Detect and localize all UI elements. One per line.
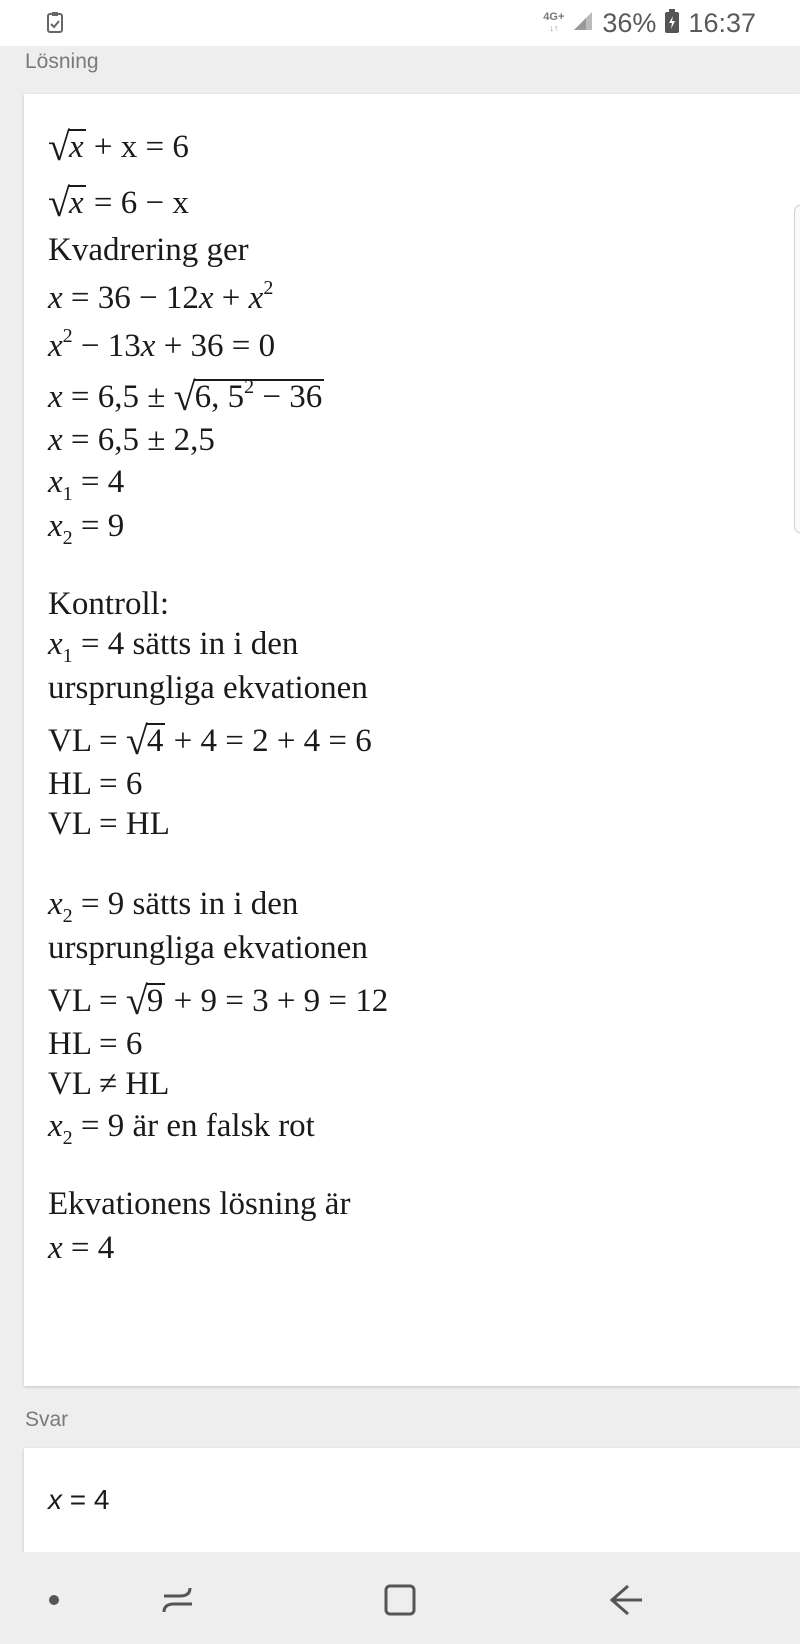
back-icon[interactable] bbox=[604, 1578, 648, 1622]
battery-percentage: 36% bbox=[602, 7, 657, 38]
equation-line: $x_2 = 9$ är en falsk rot bbox=[48, 1108, 315, 1149]
text-line: ursprungliga ekvationen bbox=[48, 670, 368, 706]
answer-value: x = 4 bbox=[48, 1484, 110, 1515]
equation-line: VL = √4 + 4 = 2 + 4 = 6 bbox=[48, 718, 372, 763]
equation-line: $x_2 = 9$ bbox=[48, 508, 125, 549]
text-line: Ekvationens lösning är bbox=[48, 1186, 351, 1222]
equation-line: $x^2 - 13x + 36 = 0$ bbox=[48, 325, 276, 364]
equation-line: $x_1 = 4$ bbox=[48, 464, 125, 505]
equation-line: $x_1 = 4$ sätts in i den bbox=[48, 626, 299, 667]
dot-indicator-icon[interactable] bbox=[32, 1578, 76, 1622]
network-type: 4G+ ↓↑ bbox=[543, 11, 565, 33]
equation-line: x = 6,5 ± √6, $5^2 - 36$ bbox=[48, 374, 323, 419]
text-line: VL = HL bbox=[48, 806, 170, 842]
signal-icon bbox=[572, 10, 594, 37]
equation-line: √x = 6 − x bbox=[48, 180, 189, 225]
text-line: VL ≠ HL bbox=[48, 1066, 170, 1102]
side-scroll-handle[interactable] bbox=[794, 204, 800, 534]
solution-label: Lösning bbox=[25, 50, 99, 73]
home-icon[interactable] bbox=[378, 1578, 422, 1622]
equation-line: VL = √9 + 9 = 3 + 9 = 12 bbox=[48, 978, 389, 1023]
equation-line: $x_2 = 9$ sätts in i den bbox=[48, 886, 299, 927]
text-line: HL = 6 bbox=[48, 766, 143, 802]
text-line: ursprungliga ekvationen bbox=[48, 930, 368, 966]
equation-line: √x + x = 6 bbox=[48, 124, 189, 169]
battery-icon bbox=[664, 8, 680, 39]
recent-apps-icon[interactable] bbox=[156, 1578, 200, 1622]
answer-card bbox=[24, 1448, 800, 1552]
equation-line: $x = 36 - 12x + x^2$ bbox=[48, 277, 274, 316]
answer-label: Svar bbox=[25, 1408, 69, 1431]
clipboard-check-icon bbox=[42, 10, 68, 36]
status-bar bbox=[0, 0, 800, 46]
solution-card bbox=[24, 94, 800, 1386]
clock: 16:37 bbox=[688, 7, 756, 38]
equation-line: x = 4 bbox=[48, 1230, 115, 1266]
navigation-bar bbox=[0, 1552, 800, 1644]
text-line: Kontroll: bbox=[48, 586, 169, 622]
equation-line: x = 6,5 ± 2,5 bbox=[48, 422, 215, 458]
text-line: Kvadrering ger bbox=[48, 232, 249, 268]
text-line: HL = 6 bbox=[48, 1026, 143, 1062]
